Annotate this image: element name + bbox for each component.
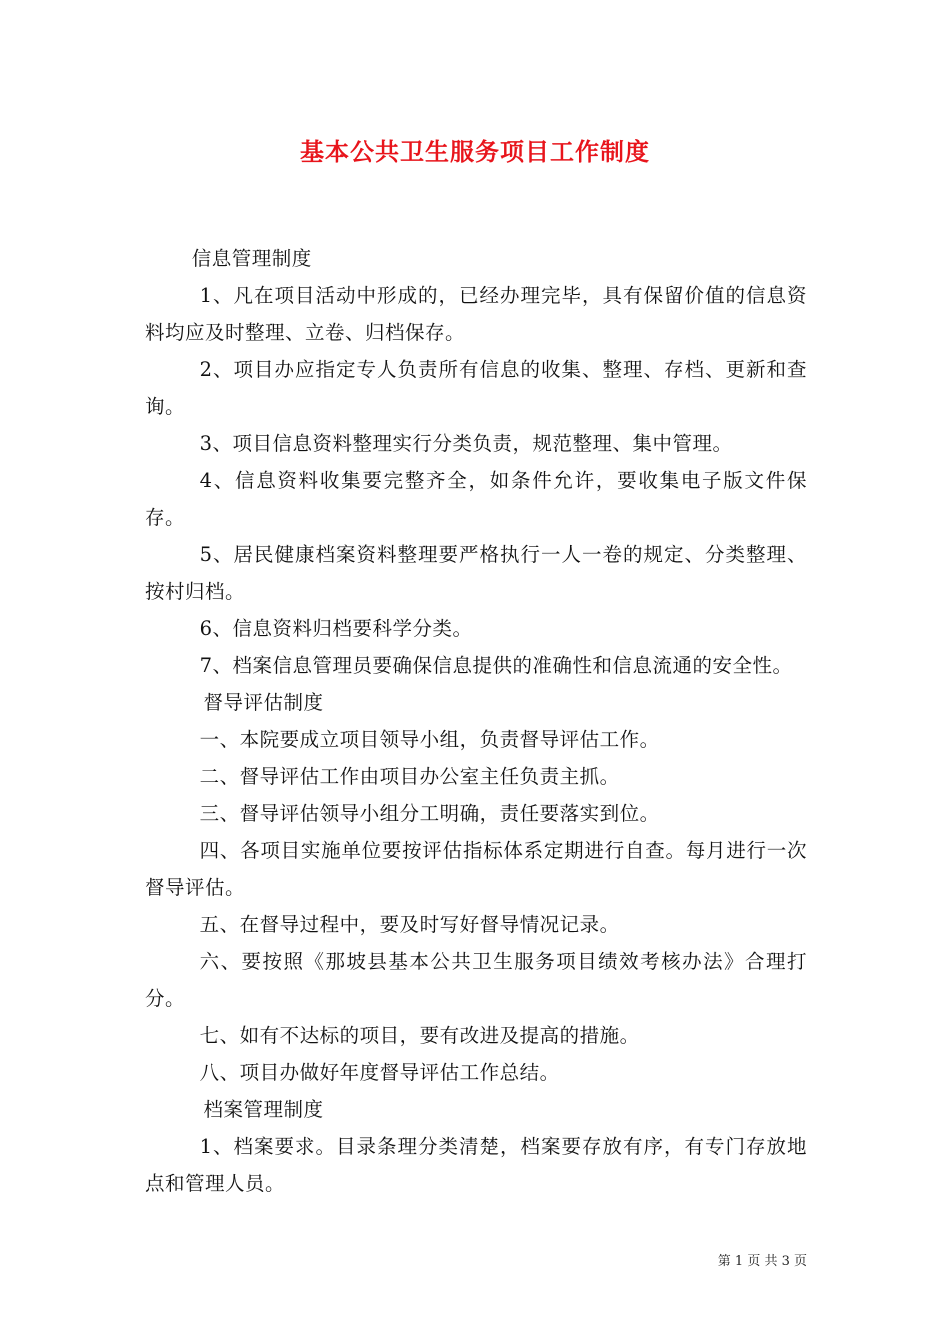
paragraph: 7、档案信息管理员要确保信息提供的准确性和信息流通的安全性。: [199, 654, 793, 677]
page-footer: 第 1 页 共 3 页: [717, 1254, 807, 1269]
paragraph: 六、要按照《那坡县基本公共卫生服务项目绩效考核办法》合理打分。: [145, 950, 807, 1010]
paragraph: 1、档案要求。目录条理分类清楚，档案要存放有序，有专门存放地点和管理人员。: [145, 1135, 807, 1195]
paragraph: 3、项目信息资料整理实行分类负责，规范整理、集中管理。: [199, 432, 733, 455]
paragraph: 七、如有不达标的项目，要有改进及提高的措施。: [199, 1024, 640, 1047]
paragraph: 1、凡在项目活动中形成的，已经办理完毕，具有保留价值的信息资料均应及时整理、立卷、归档保存。: [145, 284, 807, 344]
paragraph: 4、信息资料收集要完整齐全，如条件允许，要收集电子版文件保存。: [145, 469, 807, 529]
paragraph: 2、项目办应指定专人负责所有信息的收集、整理、存档、更新和查询。: [145, 358, 807, 418]
document-title: 基本公共卫生服务项目工作制度: [300, 137, 650, 166]
section-heading-archive: 档案管理制度: [203, 1098, 324, 1121]
paragraph: 三、督导评估领导小组分工明确，责任要落实到位。: [199, 802, 660, 825]
paragraph: 一、本院要成立项目领导小组，负责督导评估工作。: [199, 728, 660, 751]
section-heading-supervision: 督导评估制度: [203, 691, 324, 714]
paragraph: 八、项目办做好年度督导评估工作总结。: [199, 1061, 560, 1084]
paragraph: 6、信息资料归档要科学分类。: [199, 617, 473, 640]
section-heading-info: 信息管理制度: [191, 247, 312, 270]
paragraph: 5、居民健康档案资料整理要严格执行一人一卷的规定、分类整理、按村归档。: [145, 543, 807, 603]
paragraph: 五、在督导过程中，要及时写好督导情况记录。: [199, 913, 620, 936]
document-body: [145, 240, 807, 1202]
paragraph: 四、各项目实施单位要按评估指标体系定期进行自查。每月进行一次督导评估。: [145, 839, 807, 899]
paragraph: 二、督导评估工作由项目办公室主任负责主抓。: [199, 765, 620, 788]
